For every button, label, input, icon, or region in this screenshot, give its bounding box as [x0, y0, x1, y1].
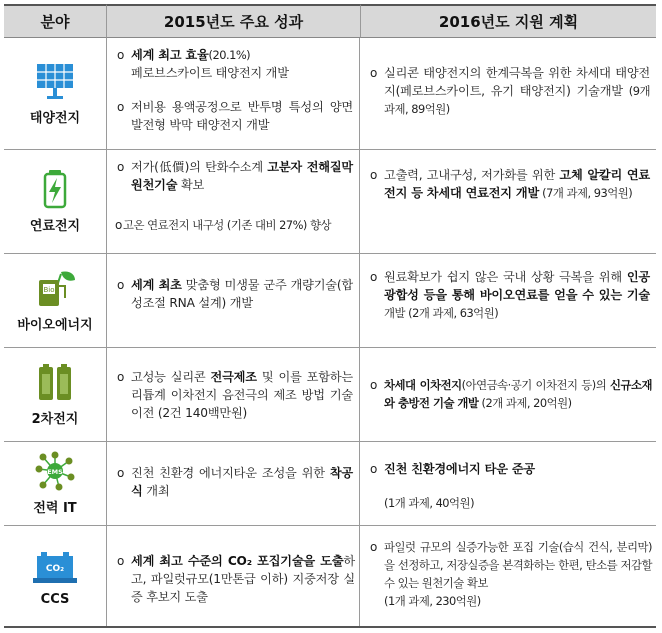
table-row-bio-energy: [4, 254, 656, 348]
plan-item: o 원료확보가 쉽지 않은 국내 상황 극복을 위해 인공광합성 등을 통해 바이오연료를 얻을 수 있는 기술 개발 (2개 과제, 63억원): [370, 270, 650, 320]
bio-fuel-icon: [31, 268, 79, 308]
field-name: 태양전지: [29, 111, 81, 126]
achievement-item: o 고성능 실리콘 전극제조 및 이를 포함하는 리튬계 이차전지 음전극의 제조 방법 기술 이전 (2건 140백만원): [117, 370, 353, 420]
header-achievements-2015: 2015년도 주요 성과: [106, 4, 360, 38]
achievement-item: o 세계 최고 수준의 CO₂ 포집기술을 도출하고, 파일럿규모(1만톤급 이하) 지중저장 실증 후보지 도출: [117, 554, 355, 604]
achievements-cell: [106, 38, 360, 149]
plan-cell: [360, 150, 656, 253]
table-row-fuel-cell: [4, 150, 656, 254]
achievement-item: o 세계 최고 효율(20.1%) 페로브스카이트 태양전지 개발: [117, 48, 289, 80]
field-name: 2차전지: [31, 412, 79, 427]
plan-cell: [360, 348, 656, 441]
ems-label: EMS: [47, 468, 63, 476]
energy-tech-table: [4, 4, 656, 628]
plan-cell: [360, 526, 656, 626]
ems-network-icon: [31, 451, 79, 491]
battery-charging-icon: [31, 169, 79, 209]
field-cell: [4, 442, 106, 525]
field-cell: [4, 38, 106, 149]
achievements-cell: [106, 150, 360, 253]
solar-panel-icon: [31, 61, 79, 101]
field-cell: [4, 348, 106, 441]
achievement-item: o 진천 친환경 에너지타운 조성을 위한 착공식 개최: [117, 466, 353, 498]
field-cell: [4, 254, 106, 347]
plan-item: o 고출력, 고내구성, 저가화를 위한 고체 알칼리 연료전지 등 차세대 연료전지 개발 (7개 과제, 93억원): [370, 168, 650, 200]
plan-item: o 진천 친환경에너지 타운 준공: [370, 462, 536, 476]
header-plan-2016: 2016년도 지원 계획: [360, 4, 656, 38]
co2-label: CO₂: [45, 563, 65, 574]
field-name: 전력 IT: [33, 501, 77, 516]
header-field: 분야: [4, 4, 106, 38]
battery-cells-icon: [31, 362, 79, 402]
field-cell: [4, 150, 106, 253]
achievements-cell: [106, 442, 360, 525]
table-row-secondary-battery: [4, 348, 656, 442]
achievement-item: o 저가(低價)의 탄화수소계 고분자 전해질막 원천기술 확보: [117, 160, 353, 192]
field-cell: [4, 526, 106, 626]
table-row-power-it: [4, 442, 656, 526]
achievement-item: o 저비용 용액공정으로 반투명 특성의 양면 발전형 박막 태양전지 개발: [117, 100, 353, 132]
achievements-cell: [106, 254, 360, 347]
achievements-cell: [106, 348, 360, 441]
plan-cell: [360, 254, 656, 347]
plan-cell: [360, 442, 656, 525]
co2-capture-icon: [31, 546, 79, 586]
plan-tail: (1개 과제, 40억원): [384, 496, 475, 510]
svg-text:Bio: Bio: [43, 286, 55, 294]
achievement-item: o 세계 최초 맞춤형 미생물 군주 개량기술(합성조절 RNA 설계) 개발: [117, 278, 353, 310]
plan-cell: [360, 38, 656, 149]
achievement-item: o 고온 연료전지 내구성 (기존 대비 27%) 향상: [115, 218, 331, 232]
plan-item: o 실리콘 태양전지의 한계극복을 위한 차세대 태양전지(페로브스카이트, 유기 태양전지) 기술개발 (9개 과제, 89억원): [370, 66, 650, 116]
table-row-ccs: [4, 526, 656, 628]
field-name: CCS: [40, 591, 70, 607]
achievements-cell: [106, 526, 360, 626]
plan-item: o 차세대 이차전지(아연금속·공기 이차전지 등)의 신규소재와 충방전 기술 개발 (2개 과제, 20억원): [370, 378, 652, 410]
field-name: 연료전지: [29, 219, 81, 234]
table-row-solar: [4, 38, 656, 150]
field-name: 바이오에너지: [17, 318, 93, 333]
plan-item: o 파일럿 규모의 실증가능한 포집 기술(습식 건식, 분리막)을 선정하고, 저장실증을 본격화하는 한편, 탄소를 저감할 수 있는 원천기술 확보 (1개 과제, 230억원): [370, 540, 652, 608]
